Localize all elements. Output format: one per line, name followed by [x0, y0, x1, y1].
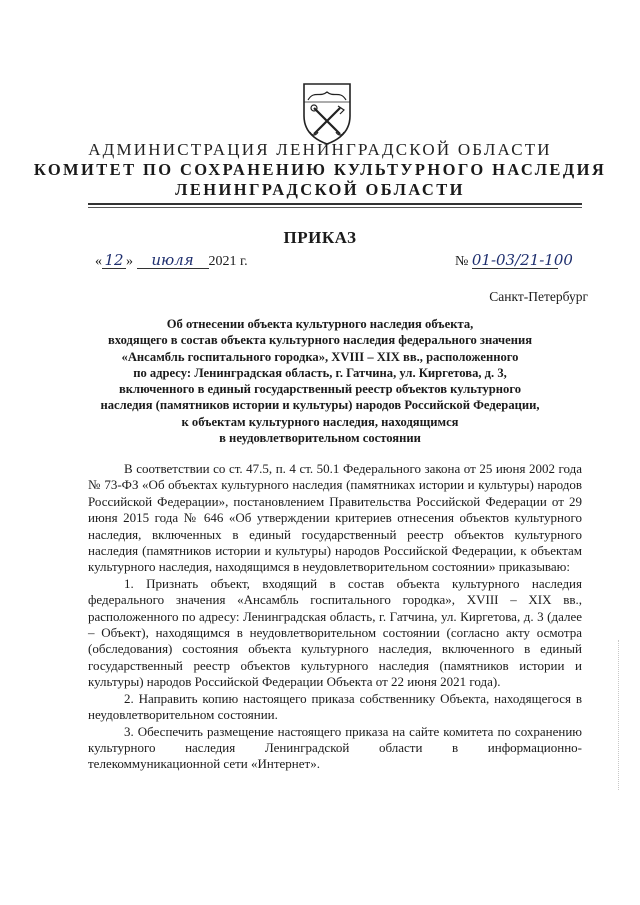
body-paragraph-item-1: 1. Признать объект, входящий в состав объекта культурного наследия федерального значения «Ансамбль госпитального городка», XVIII – XIX вв., расположенного по адресу: Ленинградская область, г. Гатчина, ул. Киргетова, д. 3 (далее – Объект), находящимся в неудовлетворительном состоянии (согласно акту осмотра (обследования) состояния объекта культурного наследия, включенного в единый государственный реестр объектов культурного наследия (памятников истории и культуры) народов Российской Федерации Объекта от 22 июня 2021 года). — [88, 575, 582, 690]
header-divider — [88, 203, 582, 205]
header-divider-thin — [88, 207, 582, 208]
document-body — [88, 461, 582, 773]
org-name-line2: КОМИТЕТ ПО СОХРАНЕНИЮ КУЛЬТУРНОГО НАСЛЕДИЯ — [33, 160, 607, 179]
document-date — [95, 253, 248, 270]
number-value: 01-03/21-100 — [471, 251, 573, 269]
document-subject — [0, 316, 640, 446]
subject-line: к объектам культурного наследия, находящимся — [181, 414, 459, 429]
date-year: 2021 г. — [208, 254, 248, 269]
body-paragraph-item-2: 2. Направить копию настоящего приказа собственнику Объекта, находящегося в неудовлетворительном состоянии. — [88, 690, 582, 723]
document-title: ПРИКАЗ — [283, 228, 357, 247]
date-close-quote: » — [126, 254, 133, 269]
date-month: июля — [137, 253, 209, 269]
margin-scan-mark — [618, 640, 620, 790]
subject-line: Об отнесении объекта культурного наследия объекта, — [166, 317, 474, 331]
subject-line: в неудовлетворительном состоянии — [219, 431, 421, 446]
date-open-quote: « — [95, 254, 102, 269]
subject-line: входящего в состав объекта культурного наследия федерального значения — [107, 333, 533, 348]
document-number — [455, 251, 573, 270]
subject-line: включенного в единый государственный реестр объектов культурного — [118, 382, 522, 397]
body-paragraph-item-3: 3. Обеспечить размещение настоящего приказа на сайте комитета по сохранению культурного наследия Ленинградской области в информационно-телекоммуникационной сети «Интернет». — [88, 723, 582, 772]
date-day: 12 — [102, 253, 126, 269]
body-paragraph-preamble: В соответствии со ст. 47.5, п. 4 ст. 50.1 Федерального закона от 25 июня 2002 года № 73-ФЗ «Об объектах культурного наследия (памятниках истории и культуры) народов Российской Федерации», постановлением Правительства Российской Федерации от 29 июня 2015 года № 646 «Об утверждении критериев отнесения объектов культурного наследия, включенных в единый государственный реестр объектов культурного наследия (памятников истории и культуры) народов Российской Федерации, к объектам культурного наследия, находящимся в неудовлетворительном состоянии» приказываю: — [88, 461, 582, 575]
subject-line: по адресу: Ленинградская область, г. Гатчина, ул. Киргетова, д. 3, — [133, 365, 507, 380]
subject-line: наследия (памятников истории и культуры) народов Российской Федерации, — [100, 398, 540, 413]
org-name-line3: ЛЕНИНГРАДСКОЙ ОБЛАСТИ — [175, 180, 465, 199]
coat-of-arms-icon — [300, 80, 354, 146]
org-name-line1: АДМИНИСТРАЦИЯ ЛЕНИНГРАДСКОЙ ОБЛАСТИ — [88, 140, 552, 159]
document-city: Санкт-Петербург — [489, 289, 588, 304]
subject-line: «Ансамбль госпитального городка», XVIII – XIX вв., расположенного — [121, 349, 519, 364]
number-prefix: № — [455, 254, 469, 269]
